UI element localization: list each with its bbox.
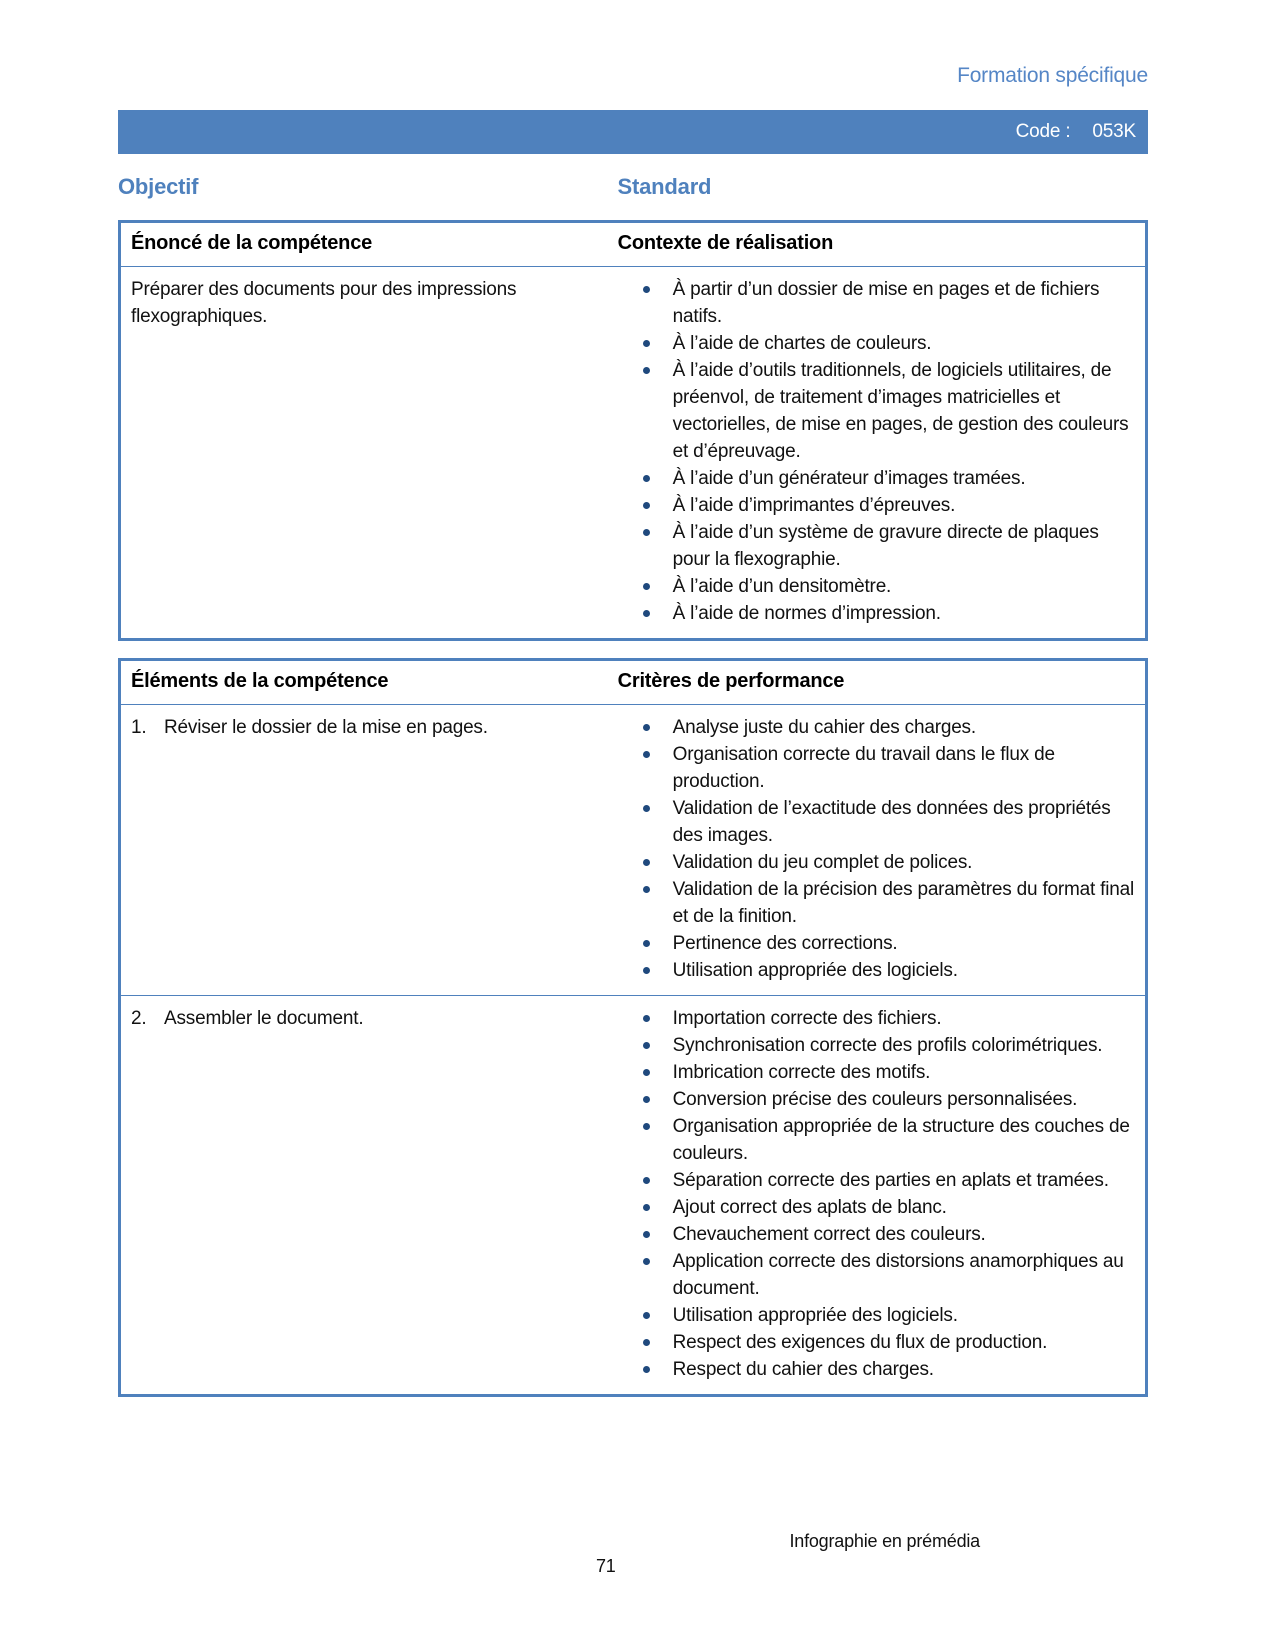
- footer-page-number: 71: [596, 1556, 616, 1576]
- footer-program-name: Infographie en prémédia: [789, 1531, 980, 1551]
- bullet-item: Pertinence des corrections.: [618, 930, 1139, 957]
- code-value: 053K: [1092, 121, 1136, 142]
- bullet-item: Organisation appropriée de la structure des couches de couleurs.: [618, 1113, 1139, 1167]
- competence-table: [118, 220, 1148, 641]
- bullet-item: À l’aide d’un densitomètre.: [618, 573, 1139, 600]
- context-bullet-list: [618, 276, 1139, 627]
- bullet-item: Conversion précise des couleurs personnalisées.: [618, 1086, 1139, 1113]
- elements-table-header: [121, 661, 1145, 705]
- element-row-1: [121, 705, 1145, 995]
- bullet-item: À partir d’un dossier de mise en pages et de fichiers natifs.: [618, 276, 1139, 330]
- element-1: [131, 714, 604, 741]
- element-1-number: 1.: [131, 717, 147, 738]
- element-2-text: Assembler le document.: [164, 1008, 364, 1029]
- bullet-item: Respect du cahier des charges.: [618, 1356, 1139, 1383]
- bullet-item: Importation correcte des fichiers.: [618, 1005, 1139, 1032]
- header-contexte: Contexte de réalisation: [617, 232, 834, 254]
- element-row-2: [121, 995, 1145, 1394]
- bullet-item: Validation de l’exactitude des données des propriétés des images.: [618, 795, 1139, 849]
- competence-table-row: [121, 267, 1145, 638]
- competence-table-header: [121, 223, 1145, 267]
- element-2: [131, 1005, 604, 1032]
- header-criteres: Critères de performance: [617, 670, 845, 692]
- bullet-item: Ajout correct des aplats de blanc.: [618, 1194, 1139, 1221]
- bullet-item: À l’aide d’un générateur d’images tramées.: [618, 465, 1139, 492]
- criteria-list-2: [618, 1005, 1139, 1383]
- content-area: [118, 64, 1148, 1397]
- bullet-item: Séparation correcte des parties en aplats et tramées.: [618, 1167, 1139, 1194]
- section-label: Formation spécifique: [957, 64, 1148, 87]
- elements-table: [118, 658, 1148, 1397]
- heading-objectif: Objectif: [118, 174, 199, 199]
- bullet-item: À l’aide d’imprimantes d’épreuves.: [618, 492, 1139, 519]
- bullet-item: Validation du jeu complet de polices.: [618, 849, 1139, 876]
- objective-standard-headings: [118, 168, 1148, 208]
- bullet-item: Imbrication correcte des motifs.: [618, 1059, 1139, 1086]
- bullet-item: Chevauchement correct des couleurs.: [618, 1221, 1139, 1248]
- header-enonce: Énoncé de la compétence: [131, 232, 373, 254]
- bullet-item: À l’aide de chartes de couleurs.: [618, 330, 1139, 357]
- element-2-number: 2.: [131, 1008, 147, 1029]
- bullet-item: Validation de la précision des paramètres du format final et de la finition.: [618, 876, 1139, 930]
- bullet-item: Application correcte des distorsions anamorphiques au document.: [618, 1248, 1139, 1302]
- criteria-list-1: [618, 714, 1139, 984]
- bullet-item: Utilisation appropriée des logiciels.: [618, 957, 1139, 984]
- heading-standard: Standard: [617, 174, 712, 199]
- bullet-item: À l’aide de normes d’impression.: [618, 600, 1139, 627]
- competence-statement: Préparer des documents pour des impressions flexographiques.: [131, 279, 517, 327]
- bullet-item: À l’aide d’un système de gravure directe de plaques pour la flexographie.: [618, 519, 1139, 573]
- header-elements: Éléments de la compétence: [131, 670, 389, 692]
- code-banner: [118, 110, 1148, 154]
- code-label: Code :: [1015, 121, 1071, 142]
- bullet-item: Analyse juste du cahier des charges.: [618, 714, 1139, 741]
- bullet-item: Respect des exigences du flux de production.: [618, 1329, 1139, 1356]
- element-1-text: Réviser le dossier de la mise en pages.: [164, 717, 488, 738]
- bullet-item: Synchronisation correcte des profils colorimétriques.: [618, 1032, 1139, 1059]
- bullet-item: À l’aide d’outils traditionnels, de logiciels utilitaires, de préenvol, de traitement d’images matricielles et vectorielles, de mise en pages, de gestion des couleurs et d’épreuvage.: [618, 357, 1139, 465]
- bullet-item: Organisation correcte du travail dans le flux de production.: [618, 741, 1139, 795]
- bullet-item: Utilisation appropriée des logiciels.: [618, 1302, 1139, 1329]
